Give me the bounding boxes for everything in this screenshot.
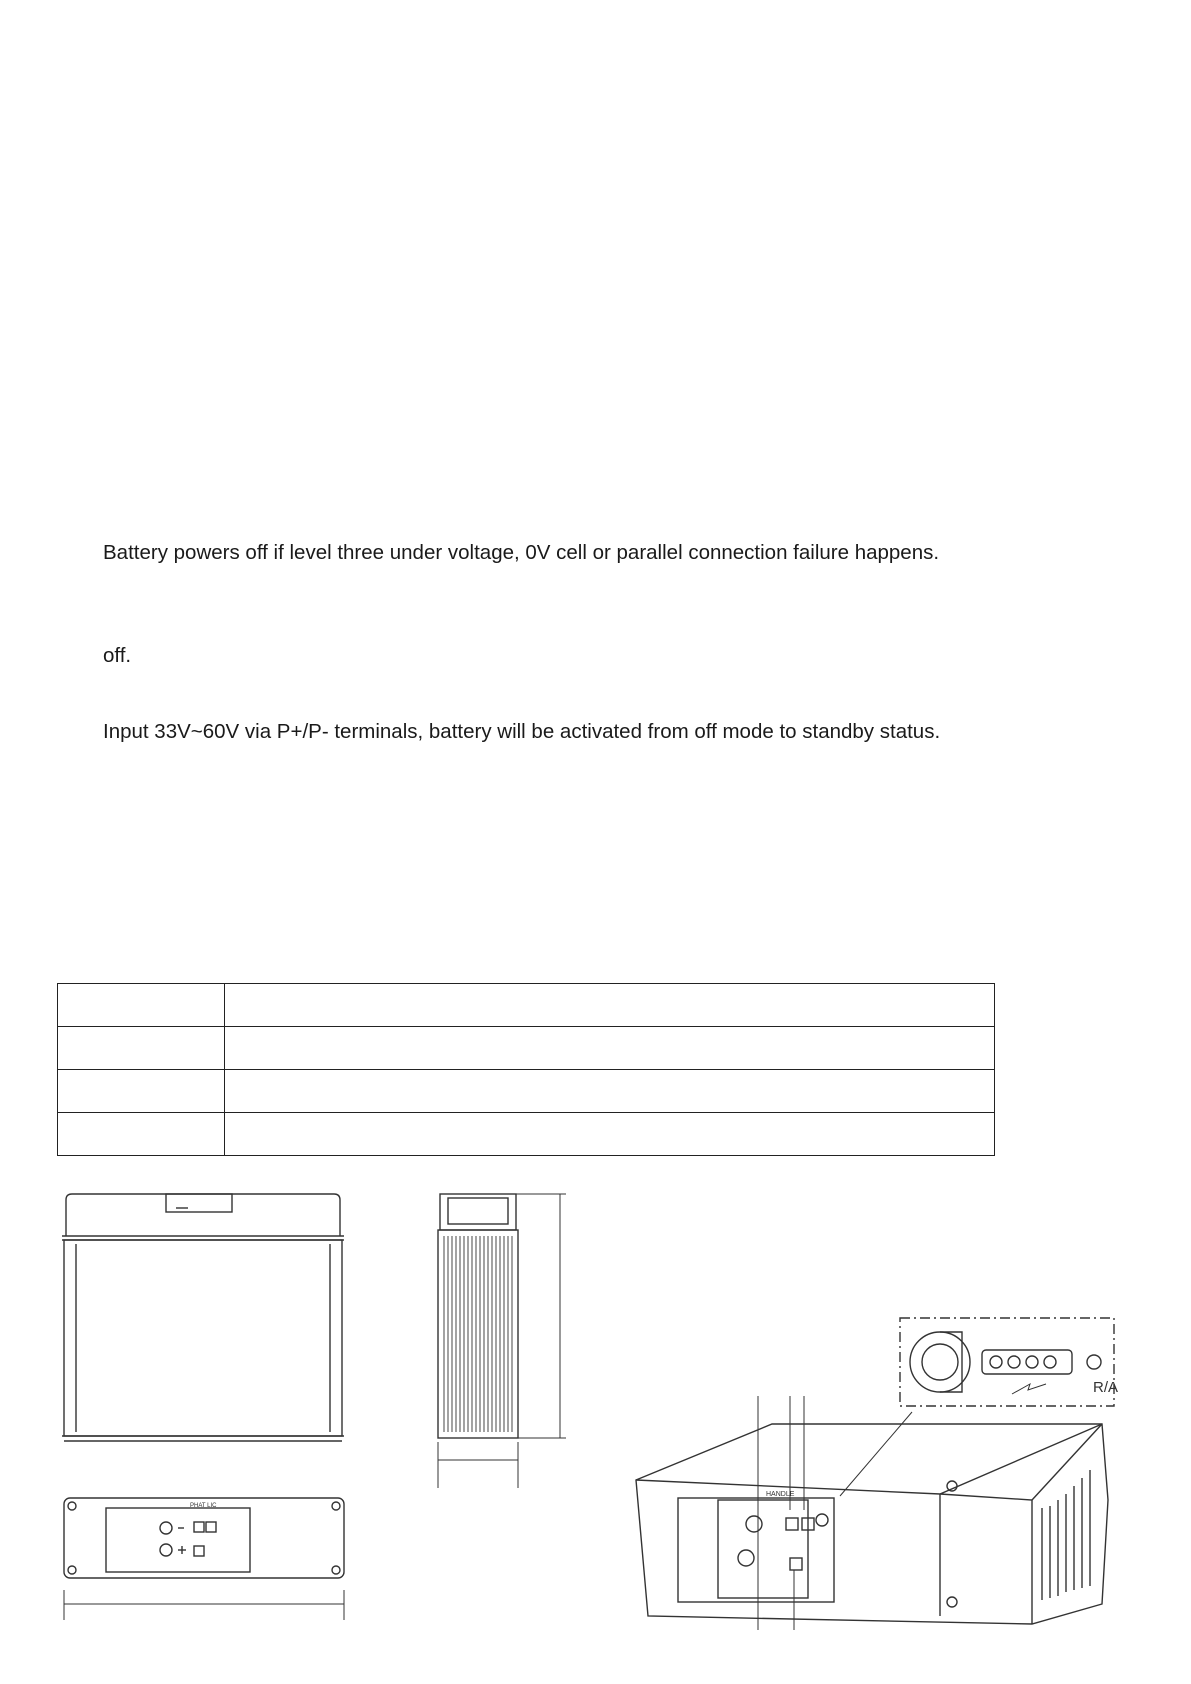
activation-text: Input 33V~60V via P+/P- terminals, battery will be activated from off mode to standby status. bbox=[103, 720, 941, 743]
table-cell-value bbox=[225, 1070, 995, 1113]
table-cell-value bbox=[225, 1027, 995, 1070]
table-cell-value bbox=[225, 984, 995, 1027]
table-row bbox=[58, 1027, 995, 1070]
battery-side-view-drawing bbox=[432, 1192, 572, 1492]
table-cell-label bbox=[58, 984, 225, 1027]
table-cell-label bbox=[58, 1070, 225, 1113]
power-off-condition-text: Battery powers off if level three under voltage, 0V cell or parallel connection failure happens. bbox=[103, 541, 940, 564]
off-fragment-text: off. bbox=[103, 644, 132, 667]
indicator-label: R/A bbox=[1093, 1379, 1119, 1396]
spec-table bbox=[57, 983, 995, 1156]
battery-front-view-drawing bbox=[58, 1192, 348, 1452]
battery-perspective-view-drawing bbox=[622, 1300, 1122, 1630]
table-cell-label bbox=[58, 1113, 225, 1156]
battery-terminal-panel-view-drawing bbox=[60, 1494, 350, 1624]
table-row bbox=[58, 1113, 995, 1156]
svg-text:PHAT LIC: PHAT LIC bbox=[190, 1503, 217, 1509]
table-row bbox=[58, 984, 995, 1027]
handle-label: HANDLE bbox=[766, 1491, 795, 1498]
table-row bbox=[58, 1070, 995, 1113]
table-cell-label bbox=[58, 1027, 225, 1070]
table-cell-value bbox=[225, 1113, 995, 1156]
